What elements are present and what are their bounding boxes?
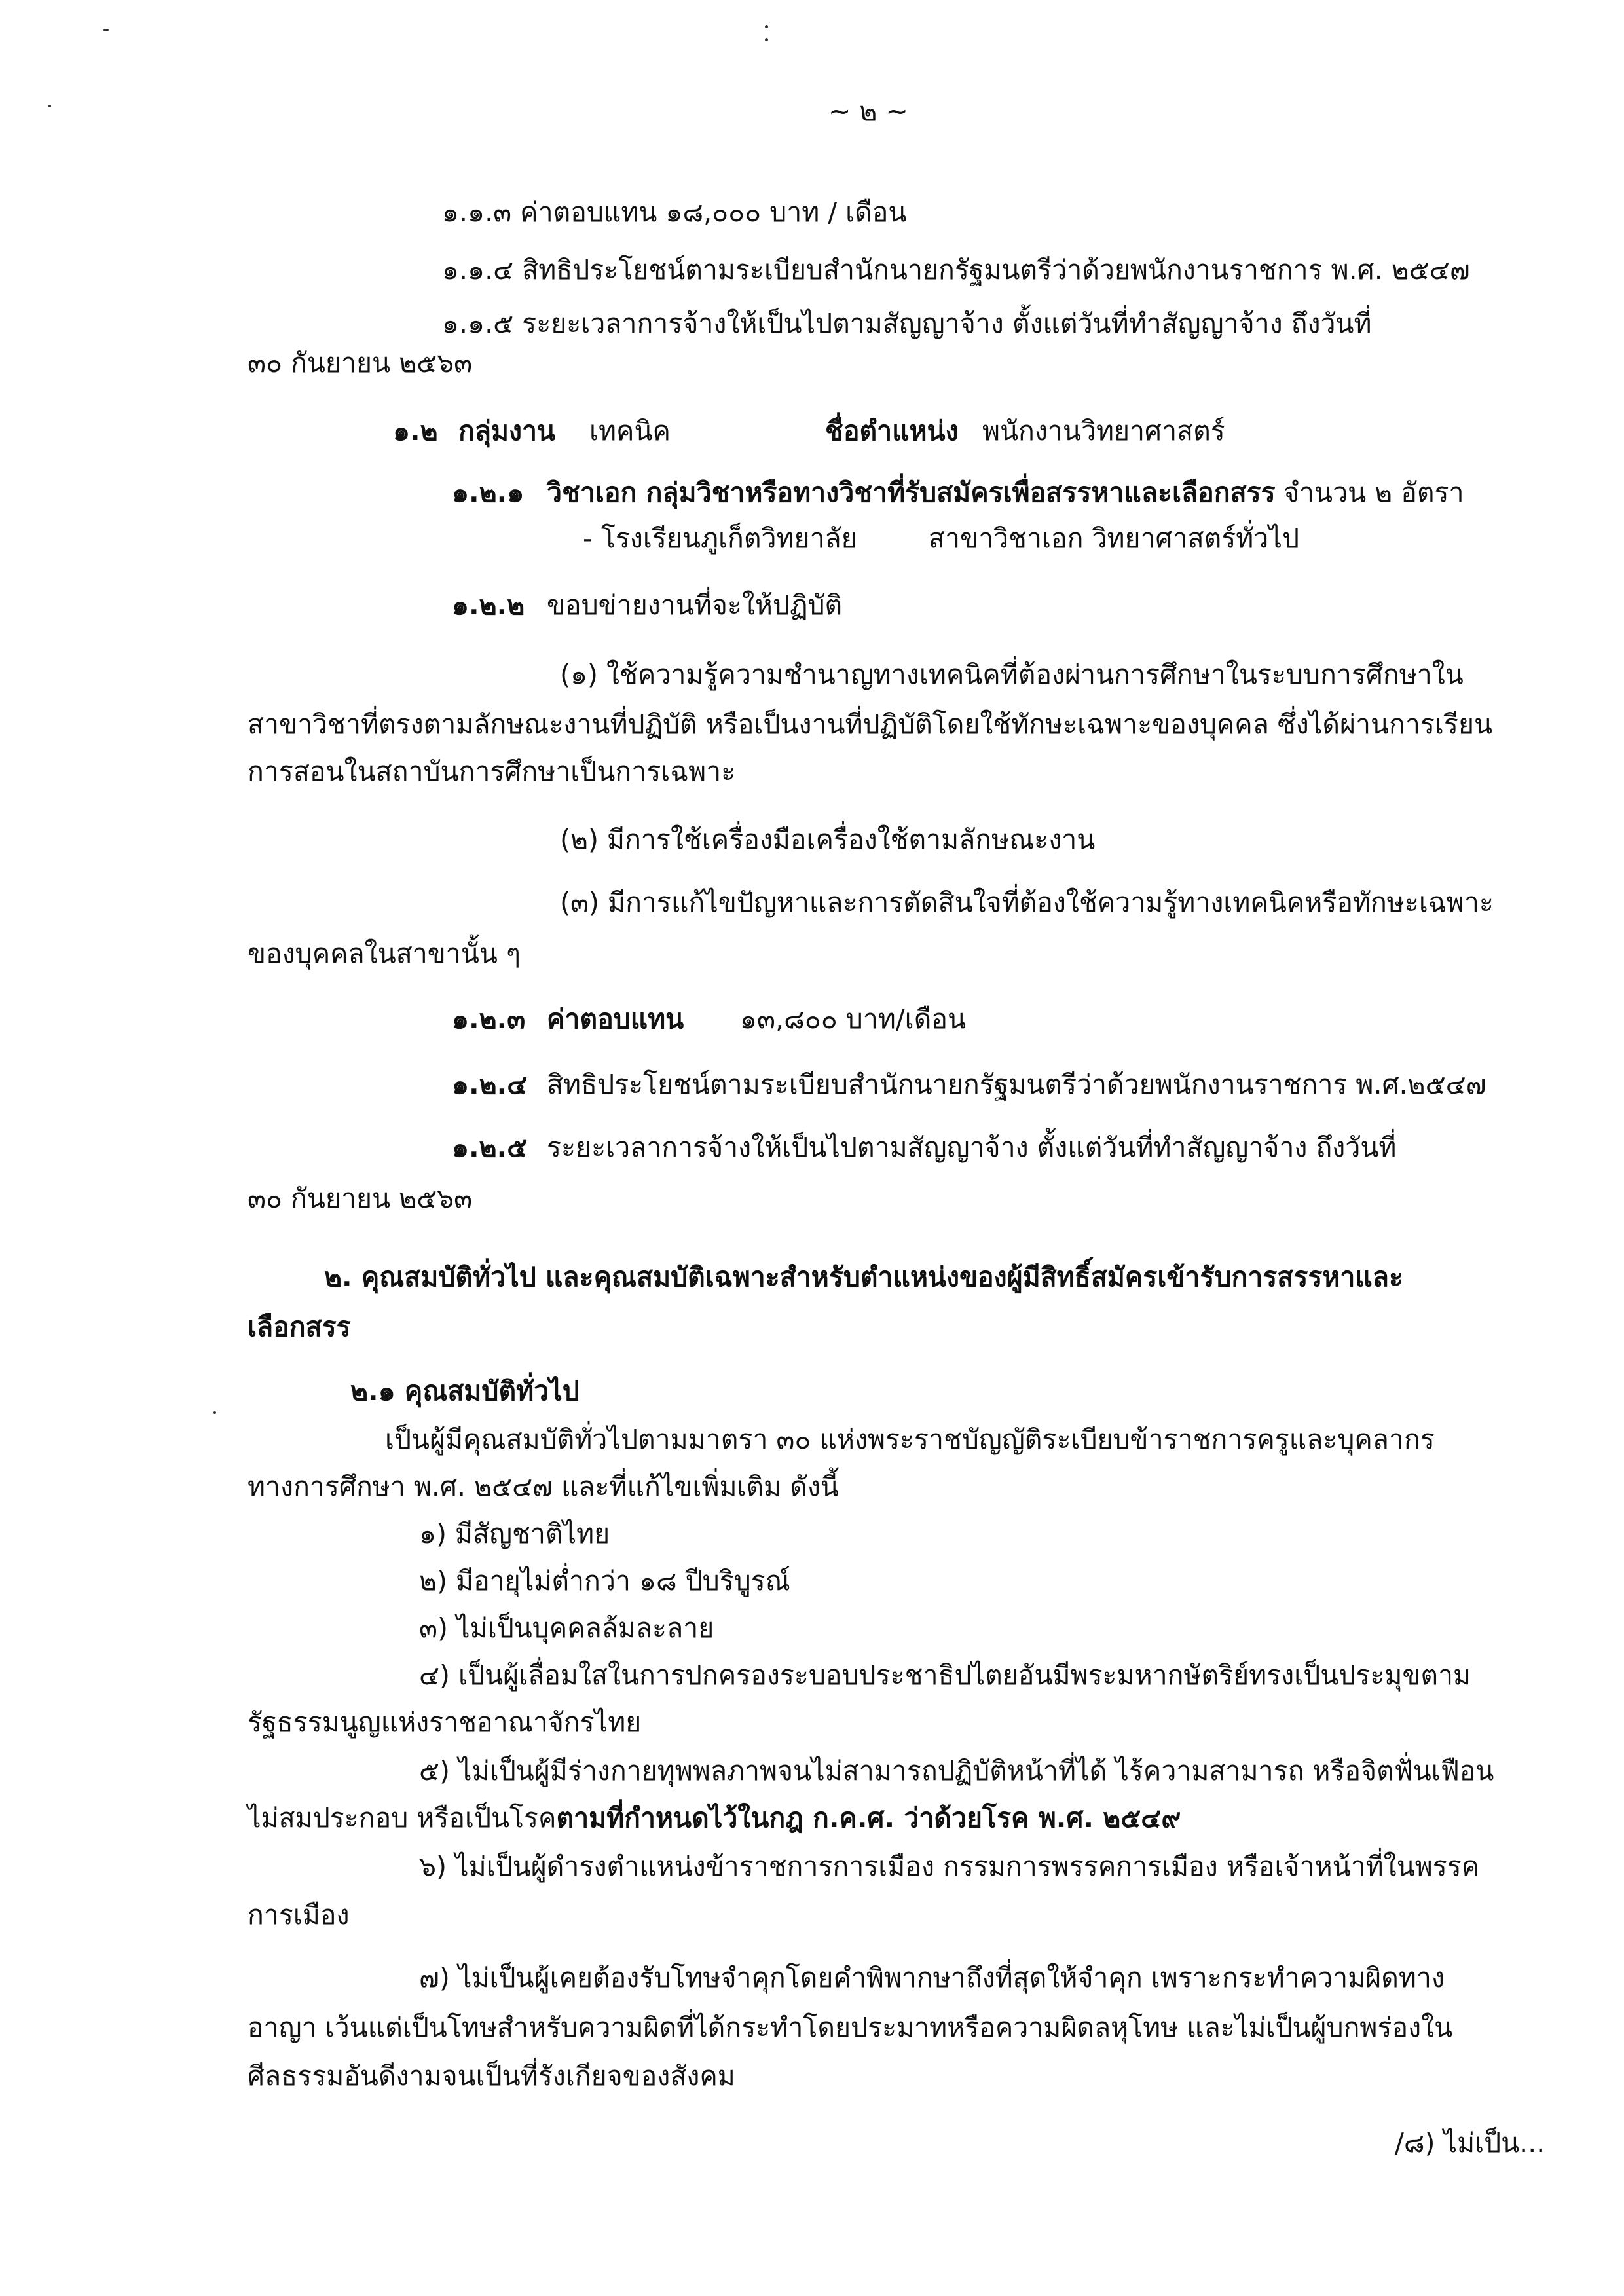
- qualification-5-line-2-bold: ตามที่กำหนดไว้ในกฎ ก.ค.ศ. ว่าด้วยโรค พ.ศ. ๒๕๔๙: [556, 1802, 1181, 1834]
- duty-1-line-2: สาขาวิชาที่ตรงตามลักษณะงานที่ปฏิบัติ หรือเป็นงานที่ปฏิบัติโดยใช้ทักษะเฉพาะของบุคคล ซึ่งได้ผ่านการเรียน: [248, 709, 1492, 740]
- section-1-2-3-number: ๑.๒.๓: [452, 1003, 526, 1035]
- qualification-5-line-1: ๕) ไม่เป็นผู้มีร่างกายทุพพลภาพจนไม่สามารถปฏิบัติหน้าที่ได้ ไร้ความสามารถ หรือจิตฟั่นเฟือน: [419, 1755, 1494, 1787]
- section-2-heading: ๒. คุณสมบัติทั่วไป และคุณสมบัติเฉพาะสำหรับตำแหน่งของผู้มีสิทธิ์สมัครเข้ารับการสรรหาและ: [324, 1261, 1403, 1293]
- compensation-label: ค่าตอบแทน: [547, 1003, 684, 1035]
- continuation-marker: /๘) ไม่เป็น...: [1395, 2127, 1545, 2158]
- duty-3-line-2: ของบุคคลในสาขานั้น ๆ: [248, 938, 521, 969]
- major-name: สาขาวิชาเอก วิทยาศาสตร์ทั่วไป: [929, 523, 1299, 554]
- section-1-2-2-title: ขอบข่ายงานที่จะให้ปฏิบัติ: [547, 589, 843, 621]
- section-1-1-5: ๑.๑.๕ ระยะเวลาการจ้างให้เป็นไปตามสัญญาจ้าง ตั้งแต่วันที่ทำสัญญาจ้าง ถึงวันที่: [442, 308, 1372, 339]
- section-1-1-3: ๑.๑.๓ ค่าตอบแทน ๑๘,๐๐๐ บาท / เดือน: [442, 196, 907, 228]
- qualification-6-line-2: การเมือง: [248, 1899, 350, 1931]
- section-1-1-4: ๑.๑.๔ สิทธิประโยชน์ตามระเบียบสำนักนายกรัฐมนตรีว่าด้วยพนักงานราชการ พ.ศ. ๒๕๔๗: [442, 254, 1470, 286]
- qualification-7-line-2: อาญา เว้นแต่เป็นโทษสำหรับความผิดที่ได้กระทำโดยประมาทหรือความผิดลหุโทษ และไม่เป็นผู้บกพร่องใน: [248, 2012, 1453, 2043]
- qualification-7-line-1: ๗) ไม่เป็นผู้เคยต้องรับโทษจำคุกโดยคำพิพากษาถึงที่สุดให้จำคุก เพราะกระทำความผิดทาง: [419, 1962, 1445, 1993]
- qualification-3: ๓) ไม่เป็นบุคคลล้มละลาย: [419, 1612, 714, 1644]
- scan-speck: [213, 1411, 216, 1414]
- scan-speck: [765, 25, 768, 28]
- section-1-2-4-text: สิทธิประโยชน์ตามระเบียบสำนักนายกรัฐมนตรีว่าด้วยพนักงานราชการ พ.ศ.๒๕๔๗: [547, 1069, 1486, 1100]
- scan-speck: [48, 105, 51, 107]
- section-2-heading-cont: เลือกสรร: [248, 1311, 351, 1342]
- position-label: ชื่อตำแหน่ง: [825, 415, 959, 447]
- section-1-2-5-text: ระยะเวลาการจ้างให้เป็นไปตามสัญญาจ้าง ตั้งแต่วันที่ทำสัญญาจ้าง ถึงวันที่: [547, 1132, 1397, 1163]
- qualification-5-line-2-start: ไม่สมประกอบ หรือเป็นโรค: [248, 1802, 557, 1834]
- section-1-2-number: ๑.๒: [393, 415, 438, 447]
- section-2-1-title: ๒.๑ คุณสมบัติทั่วไป: [350, 1375, 580, 1407]
- qualification-intro-line-1: เป็นผู้มีคุณสมบัติทั่วไปตามมาตรา ๓๐ แห่งพระราชบัญญัติระเบียบข้าราชการครูและบุคลากร: [385, 1424, 1435, 1455]
- school-name: - โรงเรียนภูเก็ตวิทยาลัย: [583, 523, 857, 554]
- qualification-2: ๒) มีอายุไม่ต่ำกว่า ๑๘ ปีบริบูรณ์: [419, 1565, 790, 1597]
- page-number: ~ ๒ ~: [828, 96, 908, 127]
- section-1-2-2-number: ๑.๒.๒: [452, 589, 525, 621]
- scan-speck: [103, 29, 109, 31]
- scan-speck: [765, 38, 768, 41]
- compensation-value: ๑๓,๘๐๐ บาท/เดือน: [740, 1003, 966, 1035]
- qualification-6-line-1: ๖) ไม่เป็นผู้ดำรงตำแหน่งข้าราชการการเมือง กรรมการพรรคการเมือง หรือเจ้าหน้าที่ในพรรค: [419, 1851, 1480, 1882]
- section-1-2-1-title: วิชาเอก กลุ่มวิชาหรือทางวิชาที่รับสมัครเพื่อสรรหาและเลือกสรร: [547, 477, 1276, 508]
- section-1-2-4-number: ๑.๒.๔: [452, 1069, 528, 1100]
- position-count: จำนวน ๒ อัตรา: [1283, 477, 1464, 508]
- duty-2: (๒) มีการใช้เครื่องมือเครื่องใช้ตามลักษณะงาน: [560, 824, 1096, 855]
- qualification-5-line-2: [248, 1802, 1181, 1834]
- duty-3-line-1: (๓) มีการแก้ไขปัญหาและการตัดสินใจที่ต้องใช้ความรู้ทางเทคนิคหรือทักษะเฉพาะ: [560, 887, 1494, 918]
- duty-1-line-1: (๑) ใช้ความรู้ความชำนาญทางเทคนิคที่ต้องผ่านการศึกษาในระบบการศึกษาใน: [560, 659, 1464, 690]
- position-value: พนักงานวิทยาศาสตร์: [982, 415, 1225, 447]
- section-1-2-1-number: ๑.๒.๑: [452, 477, 525, 508]
- qualification-1: ๑) มีสัญชาติไทย: [419, 1518, 610, 1549]
- group-value: เทคนิค: [589, 415, 671, 447]
- group-label: กลุ่มงาน: [458, 415, 556, 447]
- section-1-2-5-date: ๓๐ กันยายน ๒๕๖๓: [248, 1183, 473, 1214]
- qualification-intro-line-2: ทางการศึกษา พ.ศ. ๒๕๔๗ และที่แก้ไขเพิ่มเติม ดังนี้: [248, 1471, 839, 1502]
- qualification-4-line-1: ๔) เป็นผู้เลื่อมใสในการปกครองระบอบประชาธิปไตยอันมีพระมหากษัตริย์ทรงเป็นประมุขตาม: [419, 1659, 1471, 1691]
- section-1-1-5-date: ๓๐ กันยายน ๒๕๖๓: [248, 347, 473, 379]
- qualification-4-line-2: รัฐธรรมนูญแห่งราชอาณาจักรไทย: [248, 1707, 642, 1738]
- section-1-2-5-number: ๑.๒.๕: [452, 1132, 528, 1163]
- qualification-7-line-3: ศีลธรรมอันดีงามจนเป็นที่รังเกียจของสังคม: [248, 2060, 735, 2092]
- duty-1-line-3: การสอนในสถาบันการศึกษาเป็นการเฉพาะ: [248, 756, 736, 787]
